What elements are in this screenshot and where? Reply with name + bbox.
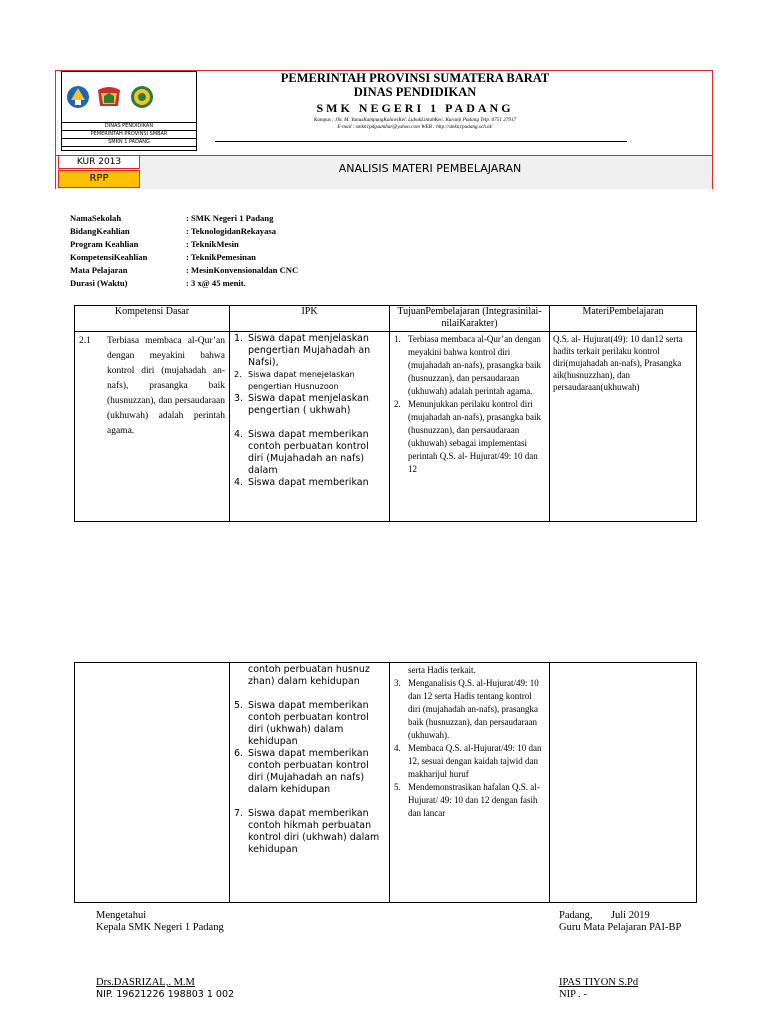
identity-row [70,264,298,277]
table-row [75,332,697,522]
tujuan-item: 5. Mendemonstrasikan hafalan Q.S. al-Hujurat/ 49: 10 dan 12 dengan fasih dan lancar [394,782,540,818]
identity-row [70,212,298,225]
identity-label: NamaSekolah [70,213,122,223]
tut-wuri-logo-icon [66,84,90,110]
sumbar-emblem-icon [96,84,122,110]
ipk-item: 3. Siswa dapat menjelaskan pengertian ( ukhwah) [234,393,369,416]
ipk-cell [230,663,390,903]
identity-row [70,251,298,264]
kd-cell [75,663,230,903]
identity-row [70,225,298,238]
logo-caption-line: DINAS PENDIDIKAN [62,123,196,131]
ipk-item: 4. Siswa dapat memberikan [234,477,369,488]
logo-caption-line: PEMERINTAH PROVINSI SMBAR [62,131,196,139]
identity-label: Mata Pelajaran [70,265,128,275]
table-header-row [75,306,697,332]
gov-line-1: PEMERINTAH PROVINSI SUMATERA BARAT [280,71,550,85]
logo-caption [61,122,197,147]
tujuan-item: 1. Terbiasa membaca al-Qur’an dengan meyakini bahwa kontrol diri (mujahadah an-nafs), prasangka baik (husnuzzan), dan persaudaraan (ukhuwah) adalah perintah agama. [394,334,541,396]
ipk-continuation: contoh perbuatan husnuz zhan) dalam kehidupan [248,664,370,687]
identity-value: : TeknologidanRekayasa [186,226,277,236]
identity-value: : SMK Negeri 1 Padang [186,213,274,223]
approval-label: Mengetahui [96,910,147,921]
government-title [215,71,615,99]
tujuan-item: 2. Menunjukkan perilaku kontrol diri (mujahadah an-nafs), prasangka baik (husnuzzan), dan persaudaraan (ukhuwah) sebagai implementasi perintah Q.S. al- Hujurat/49: 10 dan 12 [394,399,541,474]
materi-table-part-2 [74,662,697,903]
ipk-cell [230,332,390,522]
ipk-item: 6. Siswa dapat memberikan contoh perbuatan kontrol diri (Mujahadah an nafs) dalam kehidupan [234,748,369,795]
school-address [215,117,615,131]
address-line-1: Kampus : Jln. M. YunusKampungKalawiKel. LubukLintahKec. Kuranji Padang Telp. 0751 27917 [313,117,517,123]
smk-padang-logo-icon [130,84,154,110]
header-materi: MateriPembelajaran [550,306,697,332]
logo-caption-line: SMKN 1 PADANG [108,139,150,145]
teacher-title: Guru Mata Pelajaran PAI-BP [559,922,682,933]
kd-text: Terbiasa membaca al-Qur’an dengan meyakini bahwa kontrol diri (mujahadah an-nafs), prasangka baik (husnuzzan), dan persaudaraan (ukhuwah) adalah perintah agama. [107,336,225,436]
identity-value: : TeknikMesin [186,239,239,249]
school-name: SMK NEGERI 1 PADANG [316,101,514,115]
identity-row [70,277,298,290]
materi-cell [550,332,697,522]
address-line-2: E-mail : smkn1pdgsumbar@yahoo.com WEB : http://smkn1padang.sch.id/ [337,124,493,130]
materi-text: Q.S. al- Hujurat(49): 10 dan12 serta hadits terkait perilaku kontrol diri(mujahadah an-nafs), Prasangka aik(husnuzzhan), dan persaudaraan(ukhuwah) [553,334,683,392]
header-kompetensi-dasar: Kompetensi Dasar [75,306,230,332]
principal-nip: NIP. 19621226 198803 1 002 [96,989,235,1000]
principal-title: Kepala SMK Negeri 1 Padang [96,922,224,933]
place-date: Padang, Juli 2019 [559,910,650,921]
teacher-signature [559,910,681,934]
gov-line-2: DINAS PENDIDIKAN [353,85,477,99]
ipk-item: 7. Siswa dapat memberikan contoh hikmah perbuatan kontrol diri (ukhwah) dalam kehidupan [234,808,380,855]
identity-label: BidangKeahlian [70,226,130,236]
document-title: ANALISIS MATERI PEMBELAJARAN [338,162,522,175]
teacher-name: IPAS TIYON S.Pd [559,977,639,988]
ipk-item: 2. Siswa dapat menejelaskan pengertian Husnuzoon [234,370,355,391]
header-divider [215,141,627,142]
rpp-badge: RPP [58,170,140,188]
teacher-nip: NIP . - [559,989,587,1000]
materi-cell [550,663,697,903]
principal-approval [96,910,224,934]
tujuan-cell [390,663,550,903]
kd-cell [75,332,230,522]
tujuan-cell [390,332,550,522]
identity-label: Durasi (Waktu) [70,278,128,288]
materi-table-part-1 [74,305,697,522]
teacher-identity [559,977,638,1001]
table-row [75,663,697,903]
tujuan-continuation: serta Hadis terkait. [408,665,476,675]
identity-value: : TeknikPemesinan [186,252,256,262]
identity-label: Program Keahlian [70,239,139,249]
identity-label: KompetensiKeahlian [70,252,148,262]
header-tujuan: TujuanPembelajaran (Integrasinilai-nilaiKarakter) [390,306,550,332]
ipk-item: 4. Siswa dapat memberikan contoh perbuatan kontrol diri (Mujahadah an nafs) dalam [234,429,369,476]
identity-value: : MesinKonvensionaldan CNC [186,265,299,275]
curriculum-badge: KUR 2013 [58,155,140,169]
principal-name: Drs.DASRIZAL,. M.M [96,977,195,988]
principal-identity [96,977,234,1001]
identity-row [70,238,298,251]
tujuan-item: 4. Membaca Q.S. al-Hujurat/49: 10 dan 12, sesuai dengan kaidah tajwid dan makharijul huruf [394,743,542,779]
identity-value: : 3 x@ 45 menit. [186,278,246,288]
ipk-item: 5. Siswa dapat memberikan contoh perbuatan kontrol diri (ukhwah) dalam kehidupan [234,700,369,747]
kd-number: 2.1 [79,336,91,346]
identity-block [70,212,298,290]
ipk-item: 1. Siswa dapat menjelaskan pengertian Mujahadah an Nafsi), [234,333,371,368]
tujuan-item: 3. Menganalisis Q.S. al-Hujurat/49: 10 dan 12 serta Hadis tentang kontrol diri (mujahadah an-nafs), prasangka baik (husnuzzan), dan persaudaraan (ukhuwah). [394,678,539,740]
header-ipk: IPK [230,306,390,332]
